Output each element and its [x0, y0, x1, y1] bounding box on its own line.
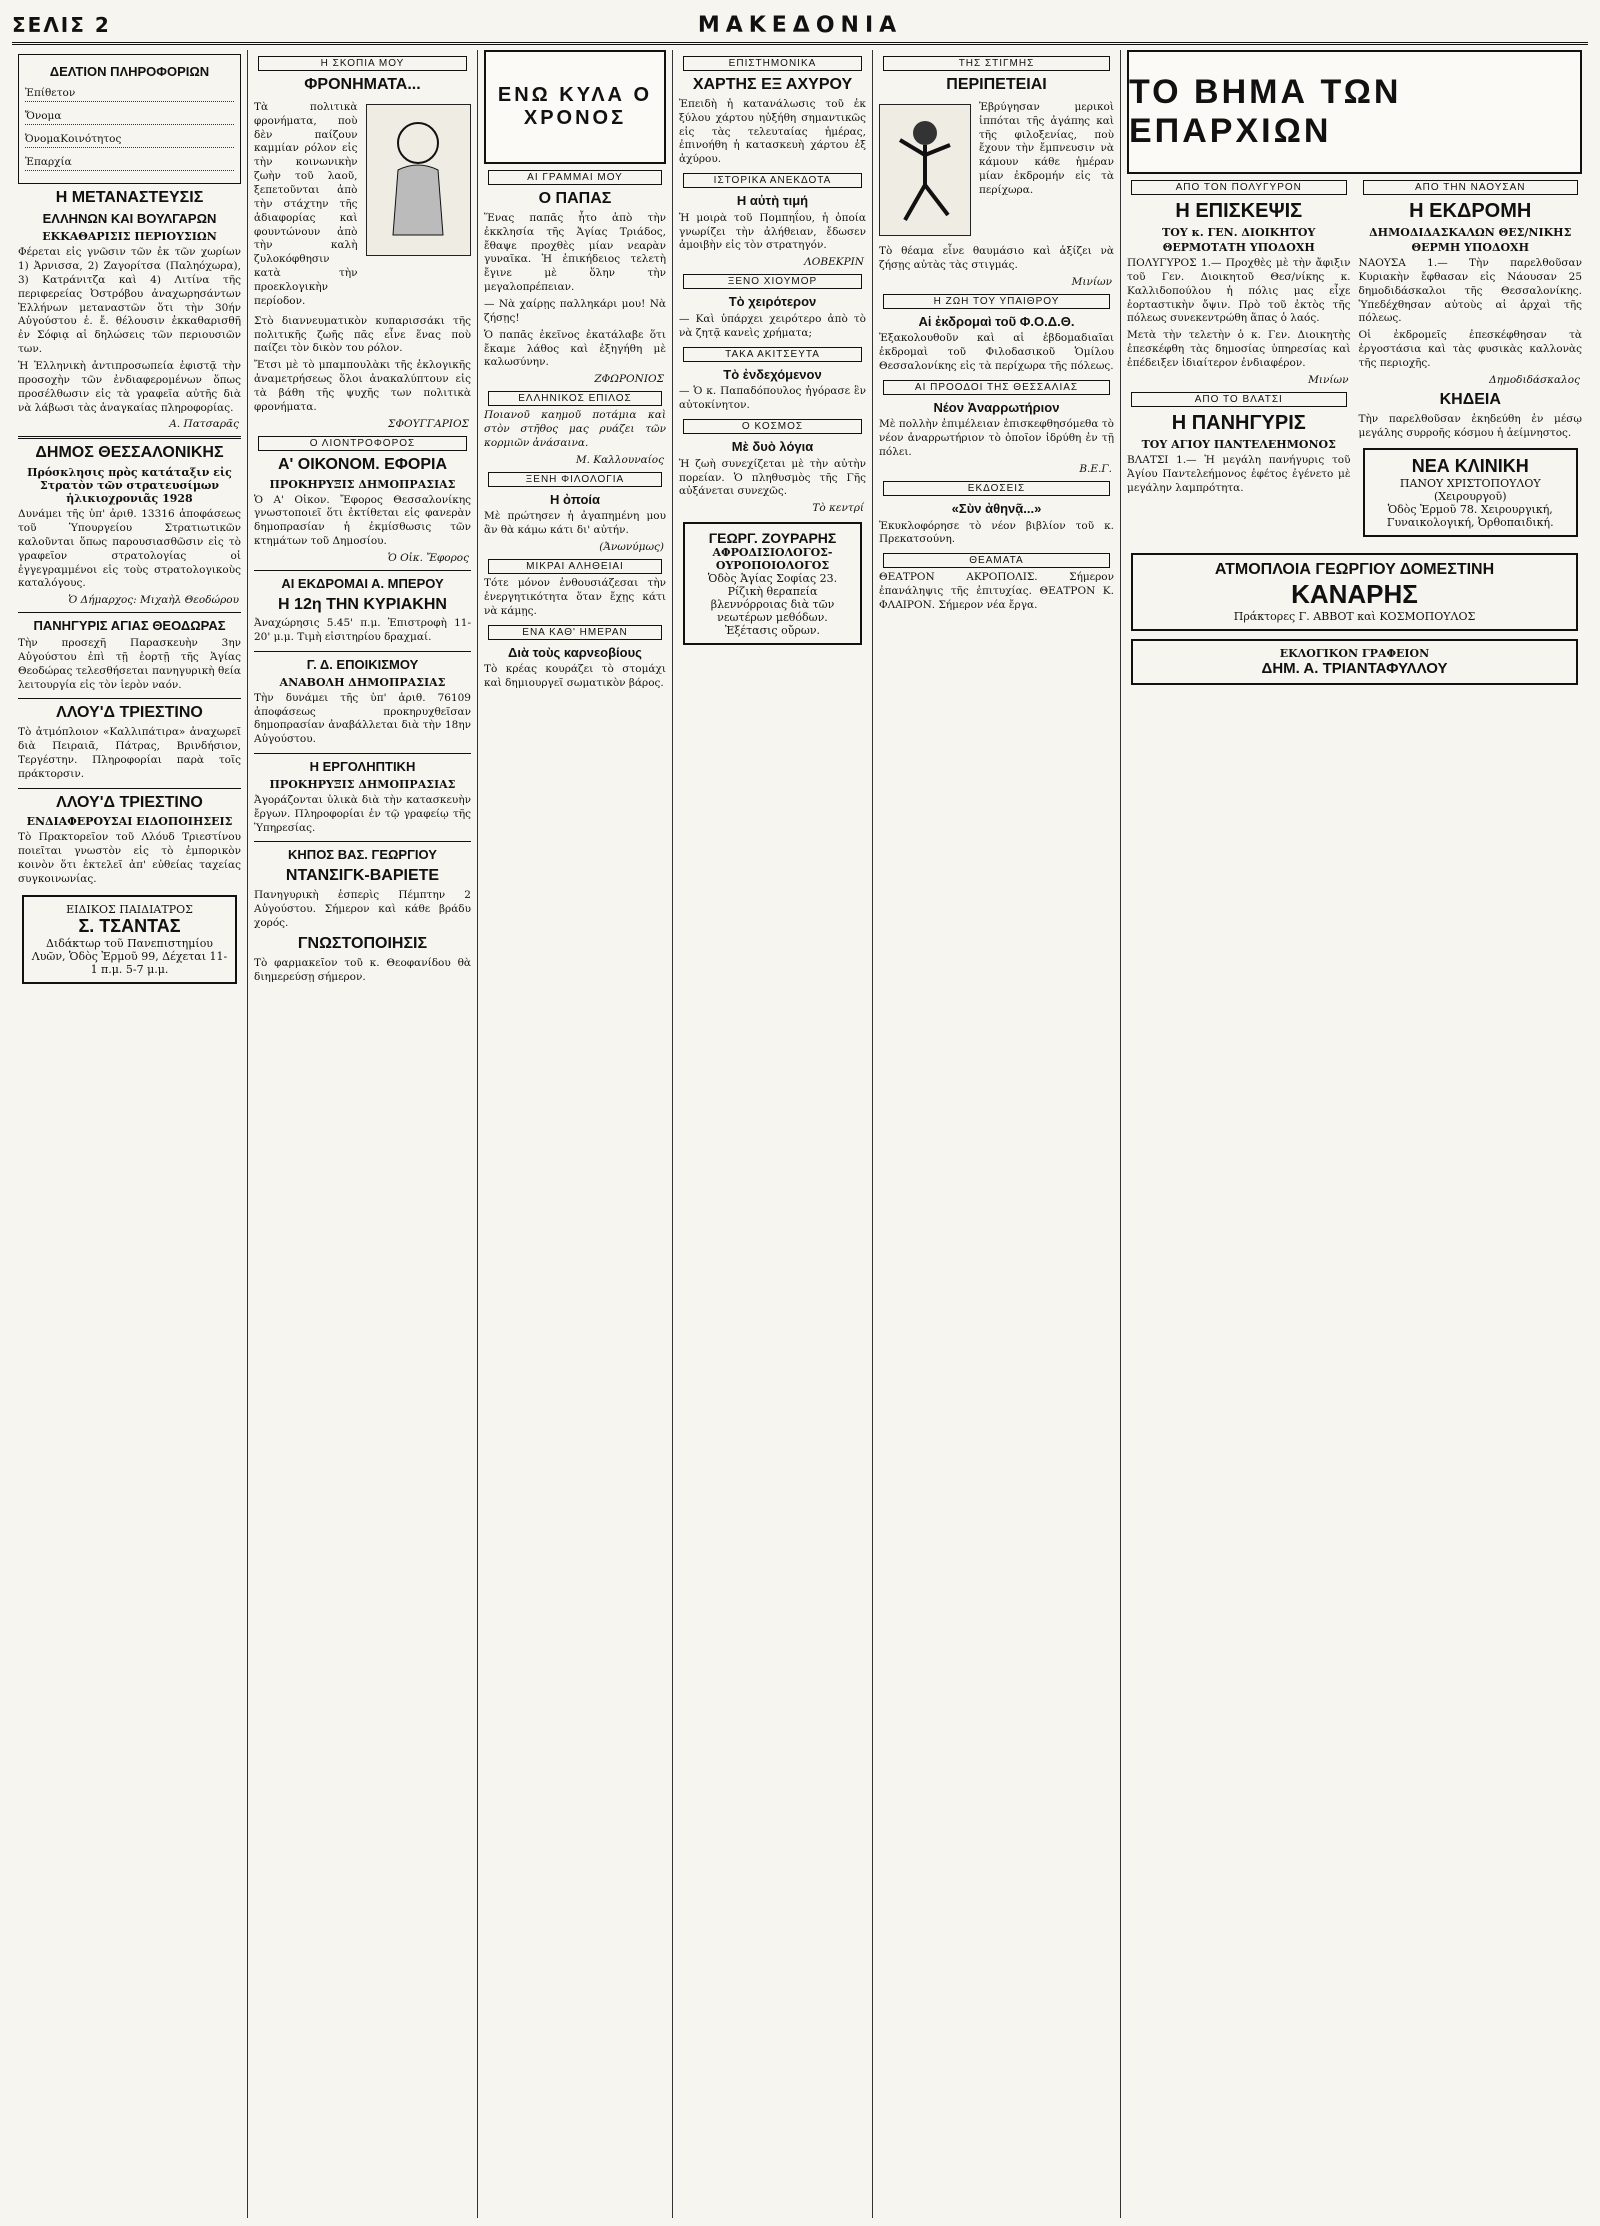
section-label: ΕΚΔΟΣΕΙΣ — [883, 481, 1110, 496]
article-headline: Διὰ τοὺς καρνεοβίους — [508, 644, 642, 660]
article-headline: Η ΕΡΓΟΛΗΠΤΙΚΗ — [309, 759, 416, 775]
section-label: ΑΙ ΠΡΟΟΔΟΙ ΤΗΣ ΘΕΣΣΑΛΙΑΣ — [883, 380, 1110, 395]
article-text: Ἀναχώρησις 5.45' π.μ. Ἐπιστροφὴ 11-20' μ.μ. Τιμὴ εἰσιτηρίου δραχμαί. — [254, 617, 471, 644]
article-text: ΠΟΛΥΓΥΡΟΣ 1.— Προχθὲς μὲ τὴν ἄφιξιν τοῦ Γεν. Διοικητοῦ Θεσ/νίκης κ. Καλλιδοπούλου ἡ πόλις μας εἶχε ἑορταστικὴν ὄψιν. Πρὸ τοῦ ἐκτὸς τῆς πόλεως συνεκεντρώθη ἅπας ὁ λαός. — [1127, 257, 1351, 325]
article-headline: Η ΕΠΙΣΚΕΨΙΣ — [1175, 200, 1303, 222]
section-title-text: ΕΝΩ ΚΥΛΑ Ο ΧΡΟΝΟΣ — [497, 84, 653, 129]
article-signature: ΖΦΩΡΟΝΙΟΣ — [594, 373, 664, 386]
article-headline: Η ΕΚΔΡΟΜΗ — [1409, 200, 1532, 222]
ad-name: ΔΗΜ. Α. ΤΡΙΑΝΤΑΦΥΛΛΟΥ — [1261, 660, 1448, 678]
article-headline: ΔΗΜΟΣ ΘΕΣΣΑΛΟΝΙΚΗΣ — [35, 444, 224, 462]
article-subheadline: ΕΚΚΑΘΑΡΙΣΙΣ ΠΕΡΙΟΥΣΙΩΝ — [42, 230, 217, 244]
section-label: ΘΕΑΜΑΤΑ — [883, 553, 1110, 568]
article-subheadline: ΤΟΥ κ. ΓΕΝ. ΔΙΟΙΚΗΤΟΥ — [1162, 226, 1316, 239]
section-label: ΑΙ ΓΡΑΜΜΑΙ ΜΟΥ — [488, 170, 662, 185]
article-headline: ΛΛΟΥ'Δ ΤΡΙΕΣΤΙΝΟ — [56, 704, 203, 722]
article-text: Πανηγυρικὴ ἑσπερὶς Πέμπτην 2 Αὐγούστου. Σήμερον καὶ κάθε βράδυ χορός. — [254, 888, 471, 929]
article-signature: Μ. Καλλουναίος — [575, 453, 664, 466]
advertisement — [22, 895, 237, 984]
divider — [254, 651, 471, 652]
article-signature: Μινίων — [1071, 275, 1112, 288]
ad-title: ΕΙΔΙΚΟΣ ΠΑΙΔΙΑΤΡΟΣ — [66, 902, 193, 916]
section-label: ΞΕΝΟ ΧΙΟΥΜΟΡ — [683, 274, 862, 289]
article-headline: ΚΗΔΕΙΑ — [1439, 390, 1501, 408]
article-headline: ΦΡΟΝΗΜΑΤΑ... — [304, 76, 421, 93]
article-text: Ἐπειδὴ ἡ κατανάλωσις τοῦ ἐκ ξύλου χάρτου ηὐξήθη σημαντικῶς εἰς τὰς τελευταίας ἡμέρας, ἐπινοήθη ἡ κατασκευὴ χάρτου ἐξ ἀχύρου. — [679, 97, 866, 166]
article-signature: ΛΟΒΕΚΡΙΝ — [804, 256, 864, 269]
ad-text: Ὁδὸς Ἐρμοῦ 78. Χειρουργική, Γυναικολογική, Ὀρθοπαιδική. — [1386, 503, 1554, 530]
article-text: Μετὰ τὴν τελετὴν ὁ κ. Γεν. Διοικητὴς ἐπεσκέφθη τὰς δημοσίας ὑπηρεσίας καὶ ἐπέδειξεν ἰδιαίτερον ἐνδιαφέρον. — [1127, 329, 1351, 370]
article-headline: ΧΑΡΤΗΣ ΕΞ ΑΧΥΡΟΥ — [692, 76, 853, 93]
article-signature: Ὁ Δήμαρχος: Μιχαὴλ Θεοδώρου — [68, 594, 239, 607]
article-text: Τὸ ἀτμόπλοιον «Καλλιπάτιρα» ἀναχωρεῖ διὰ Πειραιᾶ, Πάτρας, Βρινδήσιον, Τεργέστην. Πληροφορίαι παρὰ τοῖς πράκτορσιν. — [18, 726, 241, 780]
column-2 — [248, 50, 478, 2218]
ad-title: ΕΚΛΟΓΙΚΟΝ ΓΡΑΦΕΙΟΝ — [1279, 647, 1430, 661]
section-label: ΑΠΟ ΤΟ ΒΛΑΤΣΙ — [1131, 392, 1347, 407]
article-headline: ΛΛΟΥ'Δ ΤΡΙΕΣΤΙΝΟ — [56, 793, 203, 811]
article-headline: Η αὐτὴ τιμή — [736, 193, 809, 209]
article-text: Τὸ θέαμα εἶνε θαυμάσιο καὶ ἀξίζει νὰ ζήσῃς αὐτὰς τὰς στιγμάς. — [879, 244, 1114, 271]
cartoon-illustration — [366, 104, 472, 256]
article-headline: ΑΙ ΕΚΔΡΟΜΑΙ Α. ΜΠΕΡΟΥ — [281, 575, 444, 591]
article-text: Τὸ Πρακτορεῖον τοῦ Λλόυδ Τριεστίνου ποιεῖται γνωστὸν εἰς τὸ ἐμπορικὸν κοινὸν ὅτι ἐκτελεῖ ἀπ' εὐθείας ταχείας συγκοινωνίας. — [18, 831, 241, 886]
article-text: Τὴν προσεχῆ Παρασκευὴν 3ην Αὐγούστου ἐπὶ τῇ ἑορτῇ τῆς Ἁγίας Θεοδώρας τελεσθήσεται πανηγυρικὴ θεία λειτουργία εἰς τὸν ἱερὸν ναόν. — [18, 636, 241, 691]
column-4 — [673, 50, 873, 2218]
article-subheadline: ΠΡΟΚΗΡΥΞΙΣ ΔΗΜΟΠΡΑΣΙΑΣ — [269, 777, 456, 791]
section-label: ΤΑΚΑ ΑΚΙΤΣΕΥΤΑ — [683, 347, 862, 362]
coupon-title: ΔΕΛΤΙΟΝ ΠΛΗΡΟΦΟΡΙΩΝ — [49, 64, 210, 79]
article-signature: Δημοδιδάσκαλος — [1489, 373, 1580, 386]
article-text: Τὴν παρελθοῦσαν ἐκηδεύθη ἐν μέσῳ μεγάλης συρροῆς κόσμου ἡ ἀείμνηστος. — [1358, 412, 1582, 439]
coupon-field: Ὄνομα — [25, 110, 234, 125]
section-label: ΑΠΟ ΤΟΝ ΠΟΛΥΓΥΡΟΝ — [1131, 180, 1347, 195]
advertisement — [683, 522, 862, 645]
article-headline: ΓΝΩΣΤΟΠΟΙΗΣΙΣ — [297, 935, 428, 953]
cartoon-illustration — [879, 104, 971, 236]
divider — [254, 753, 471, 754]
article-subheadline: ΘΕΡΜΟΤΑΤΗ ΥΠΟΔΟΧΗ — [1162, 241, 1315, 254]
section-label: ΕΛΛΗΝΙΚΟΣ ΕΠΙΛΟΣ — [488, 391, 662, 406]
article-headline: Τὸ ἐνδεχόμενον — [723, 366, 822, 382]
section-label: ΑΠΟ ΤΗΝ ΝΑΟΥΣΑΝ — [1363, 180, 1579, 195]
section-label: ΜΙΚΡΑΙ ΑΛΗΘΕΙΑΙ — [488, 559, 662, 574]
article-text: ΘΕΑΤΡΟΝ ΑΚΡΟΠΟΛΙΣ. Σήμερον ἐπανάληψις τῆς ἐπιτυχίας. ΘΕΑΤΡΟΝ Κ. ΦΛΑΙΡΟΝ. Σήμερον νέα ἔργα. — [879, 571, 1114, 612]
article-headline: ΠΕΡΙΠΕΤΕΙΑΙ — [946, 76, 1047, 93]
article-text: Ἐβρύγησαν μερικοὶ ἱππόται τῆς ἀγάπης καὶ τῆς φιλοξενίας, ποὺ ἔχουν τὴν ἔμπνευσιν νὰ κάμουν κάθε ἡμέραν μίαν ἐκδρομήν εἰς τὰ περίχωρα. — [979, 100, 1114, 196]
article-headline: Αἱ ἐκδρομαὶ τοῦ Φ.Ο.Δ.Θ. — [918, 313, 1075, 329]
article-text: Τὸ φαρμακεῖον τοῦ κ. Θεοφανίδου θὰ διημερεύσῃ σήμερον. — [254, 957, 471, 984]
divider — [18, 436, 241, 439]
article-text: Ἡ Ἑλληνικὴ ἀντιπροσωπεία ἐφιστᾷ τὴν προσοχὴν τῶν ἐνδιαφερομένων ὅπως προσέλθωσιν εἰς τὰ γραφεῖα αὐτῆς διὰ νὰ λάβωσι τὰς ἀναγκαίας πληροφορίας. — [18, 359, 241, 414]
poem-text: Ποιανοῦ καημοῦ ποτάμια καὶ στὸν στῆθος μας ρυάζει τῶν κορμιῶν ἀνάσαινα. — [484, 409, 666, 449]
article-headline: Μὲ δυὸ λόγια — [731, 439, 814, 455]
masthead — [12, 8, 1588, 45]
article-signature: Β.Ε.Γ. — [1079, 462, 1112, 475]
article-text: Ὁ παπᾶς ἐκεῖνος ἐκατάλαβε ὅτι ἔκαμε λάθος καὶ ἐξηγήθη μὲ καλωσύνην. — [484, 328, 666, 369]
section-label: ΞΕΝΗ ΦΙΛΟΛΟΓΙΑ — [488, 472, 662, 487]
dancer-icon — [890, 115, 960, 225]
article-subheadline: Πρόσκλησις πρὸς κατάταξιν εἰς Στρατὸν τῶν στρατευσίμων ἡλικιοχρονιᾶς 1928 — [27, 466, 232, 506]
article-text: Ἐξακολουθοῦν καὶ αἱ ἐβδομαδιαῖαι ἐκδρομαὶ τοῦ Φιλοδασικοῦ Ὁμίλου Θεσσαλονίκης εἰς τὰ περίχωρα τῆς πόλεως. — [879, 332, 1114, 372]
article-text: Τὴν δυνάμει τῆς ὑπ' ἀριθ. 76109 ἀποφάσεως προκηρυχθεῖσαν δημοπρασίαν ἀναβάλλεται διὰ τὴν 18ην Αὐγούστου. — [254, 691, 471, 746]
article-text: Ἕνας παπᾶς ἦτο ἀπὸ τὴν ἐκκλησία τῆς Ἁγίας Τριάδος, ἔθαψε προχθὲς μίαν νεαρὰν γυναῖκα. Ἡ ἐπικήδειος τελετὴ ἔγινε μὲ ὅλην τὴν μεγαλοπρέπειαν. — [484, 211, 666, 294]
article-headline: «Σὺν ἀθηνᾷ...» — [951, 500, 1042, 516]
article-headline: ΠΑΝΗΓΥΡΙΣ ΑΓΙΑΣ ΘΕΟΔΩΡΑΣ — [33, 618, 226, 634]
article-headline: Γ. Δ. ΕΠΟΙΚΙΣΜΟΥ — [306, 657, 419, 673]
ad-text: Πράκτορες Γ. ΑΒΒΟΤ καὶ ΚΟΣΜΟΠΟΥΛΟΣ — [1233, 610, 1476, 624]
divider — [254, 841, 471, 842]
divider — [18, 698, 241, 699]
article-headline: Η ΜΕΤΑΝΑΣΤΕΥΣΙΣ — [55, 188, 204, 206]
article-signature: Μινίων — [1308, 373, 1349, 386]
article-headline: Νέον Ἀναρρωτήριον — [933, 399, 1060, 415]
figure-icon — [378, 115, 458, 245]
article-text: Τὰ πολιτικὰ φρονήματα, ποὺ δὲν παίζουν καμμίαν ρόλον εἰς τὴν κοινωνικὴν ζωὴν τοῦ λαοῦ, ξεπετοῦνται ἀπὸ τὴν στάχτην τῆς ἀδιαφορίας καὶ φουντώνουν ἀπὸ τὴν καλὴ ζυλοκόφθησιν κατὰ τὴν προεκλογικὴν περίοδον. — [254, 100, 358, 307]
ad-name: ΚΑΝΑΡΗΣ — [1291, 579, 1418, 610]
advertisement — [1131, 639, 1578, 685]
column-3 — [478, 50, 673, 2218]
divider — [254, 570, 471, 571]
page-number: ΣΕΛΙΣ 2 — [12, 13, 111, 37]
column-5 — [873, 50, 1121, 2218]
ad-text: Διδάκτωρ τοῦ Πανεπιστημίου Λυῶν, Ὁδὸς Ἐρμοῦ 99, Δέχεται 11-1 π.μ. 5-7 μ.μ. — [31, 936, 228, 976]
article-headline: Η ὀποία — [549, 491, 601, 507]
article-text: Ἡ μοιρὰ τοῦ Πομπηΐου, ἡ ὁποία γνωρίζει τὴν ἀλήθειαν, ἔδωσεν ἀμοιβὴν εἰς τὸν στρατηγόν. — [679, 211, 866, 252]
article-subheadline: ΔΗΜΟΔΙΔΑΣΚΑΛΩΝ ΘΕΣ/ΝΙΚΗΣ — [1369, 226, 1572, 239]
ad-subtitle: ΑΦΡΟΔΙΣΙΟΛΟΓΟΣ-ΟΥΡΟΠΟΙΟΛΟΓΟΣ — [712, 546, 833, 573]
section-title-art — [484, 50, 666, 164]
article-subheadline: ΕΛΛΗΝΩΝ ΚΑΙ ΒΟΥΛΓΑΡΩΝ — [42, 211, 217, 227]
column-6 — [1121, 50, 1588, 2218]
article-signature: Α. Πατσαρᾶς — [169, 418, 239, 431]
article-headline: Η ΠΑΝΗΓΥΡΙΣ — [1171, 411, 1306, 434]
ad-title: ΑΤΜΟΠΛΟΙΑ ΓΕΩΡΓΙΟΥ ΔΟΜΕΣΤΙΝΗ — [1214, 561, 1495, 579]
ad-title: ΓΕΩΡΓ. ΖΟΥΡΑΡΗΣ — [708, 530, 837, 547]
article-signature: Ὁ Οἰκ. Ἔφορος — [387, 551, 469, 564]
newspaper-name: ΜΑΚΕΔΟΝΙΑ — [697, 12, 903, 38]
section-label: Ο ΚΟΣΜΟΣ — [683, 419, 862, 434]
article-signature: (Ἀνωνύμως) — [599, 541, 664, 554]
section-label: Η ΖΩΗ ΤΟΥ ΥΠΑΙΘΡΟΥ — [883, 294, 1110, 309]
section-title-art — [1127, 50, 1582, 174]
article-headline: ΚΗΠΟΣ ΒΑΣ. ΓΕΩΡΓΙΟΥ — [288, 847, 437, 863]
article-text: ΒΛΑΤΣΙ 1.— Ἡ μεγάλη πανήγυρις τοῦ Ἁγίου Παντελεήμονος ἐφέτος ἐγένετο μὲ μεγάλην λαμπρότητα. — [1127, 453, 1351, 494]
article-text: ΝΑΟΥΣΑ 1.— Τὴν παρελθοῦσαν Κυριακὴν ἔφθασαν εἰς Νάουσαν 25 δημοδιδάσκαλοι τῆς Θεσσαλονίκης. Ὑπεδέχθησαν αὐτοὺς αἱ ἀρχαὶ τῆς πόλεως. — [1358, 257, 1582, 325]
article-subheadline: ΑΝΑΒΟΛΗ ΔΗΜΟΠΡΑΣΙΑΣ — [279, 675, 446, 689]
info-coupon — [18, 54, 241, 184]
article-text: Φέρεται εἰς γνῶσιν τῶν ἐκ τῶν χωρίων 1) Ἀρνισσα, 2) Ζαγορίτσα (Παληόχωρα), 3) Κατράνιτζα καὶ 4) Λιτίνα τῆς περιφερείας Ὀστρόβου ἀναχωρησάντων Ἑλλήνων μεταναστῶν ὅτι τὴν 30ήν Αὐγούστου ἐ. ἔ. θέλουσιν ἐκκαθαρισθῆ ἐν Σόφιᾳ αἱ δηλώσεις τῶν περιουσιῶν των. — [18, 246, 241, 356]
ad-title: ΝΕΑ ΚΛΙΝΙΚΗ — [1411, 456, 1529, 477]
article-text: Ἡ ζωὴ συνεχίζεται μὲ τὴν αὐτὴν πορείαν. Ὁ πληθυσμὸς τῆς Γῆς αὐξάνεται συνεχῶς. — [679, 457, 866, 498]
article-subheadline: ΝΤΑΝΣΙΓΚ-ΒΑΡΙΕΤΕ — [285, 867, 440, 885]
article-text: Ἀγοράζονται ὑλικὰ διὰ τὴν κατασκευὴν ἔργων. Πληροφορίαι ἐν τῷ γραφείῳ τῆς Ὑπηρεσίας. — [254, 793, 471, 834]
section-title-text: ΤΟ ΒΗΜΑ ΤΩΝ ΕΠΑΡΧΙΩΝ — [1129, 73, 1402, 150]
ad-text: Ὁδὸς Ἁγίας Σοφίας 23. Ρίζικὴ θεραπεία βλεννόρροιας διὰ τῶν νεωτέρων μεθόδων. Ἐξέτασις οὔρων. — [707, 572, 838, 638]
article-text: — Ὁ κ. Παπαδόπουλος ἠγόρασε ἓν αὐτοκίνητον. — [679, 385, 866, 412]
article-text: Τὸ κρέας κουράζει τὸ στομάχι καὶ δημιουργεῖ σωματικὸν βάρος. — [484, 663, 666, 690]
article-text: Οἱ ἐκδρομεῖς ἐπεσκέφθησαν τὰ ἐργοστάσια καὶ τὰς φυσικὰς καλλονὰς τῆς περιοχῆς. — [1358, 329, 1582, 370]
article-text: — Νὰ χαίρῃς παλληκάρι μου! Νὰ ζήσῃς! — [484, 297, 666, 324]
article-subheadline: ΤΟΥ ΑΓΙΟΥ ΠΑΝΤΕΛΕΗΜΟΝΟΣ — [1141, 437, 1336, 451]
article-with-illustration — [879, 98, 1114, 242]
article-headline: Τὸ χειρότερον — [728, 294, 817, 310]
article-text: Ἔτσι μὲ τὸ μπαμπουλὰκι τῆς ἐκλογικῆς ἀναμετρήσεως ὅλοι ἀνακαλύπτουν εἰς τὰ βάθη τῆς ψυχῆς των πολιτικὰ φρονήματα. — [254, 359, 471, 413]
ad-subtitle: ΠΑΝΟΥ ΧΡΙΣΤΟΠΟΥΛΟΥ (Χειρουργοῦ) — [1399, 477, 1541, 504]
divider — [18, 788, 241, 789]
article-signature: Τὸ κεντρί — [812, 502, 864, 515]
article-headline: Α' ΟΙΚΟΝΟΜ. ΕΦΟΡΙΑ — [277, 455, 448, 473]
article-signature: ΣΦΟΥΓΓΑΡΙΟΣ — [388, 417, 469, 430]
article-text: Δυνάμει τῆς ὑπ' ἀριθ. 13316 ἀποφάσεως τοῦ Ὑπουργείου Στρατιωτικῶν καλοῦνται ὅπως παρουσιασθῶσιν εἰς τὸ γραφεῖον στρατολογίας οἱ ἐγγεγραμμένοι εἰς τοὺς στρατολογικοὺς καταλόγους. — [18, 508, 241, 590]
advertisement — [1131, 553, 1578, 631]
article-text: — Καὶ ὑπάρχει χειρότερο ἀπὸ τὸ νὰ ζητᾷ κανεὶς χρήματα; — [679, 312, 866, 339]
article-subheadline: ΘΕΡΜΗ ΥΠΟΔΟΧΗ — [1411, 241, 1529, 254]
advertisement — [1363, 448, 1579, 537]
column-1 — [12, 50, 248, 2218]
article-text: Στὸ διαννευματικὸν κυπαρισσάκι τῆς πολιτικῆς ζωῆς πᾶς εἶνε ἕνας ποὺ παίζει τὸν δικὸν του ρόλον. — [254, 314, 471, 355]
article-subheadline: Η 12η ΤΗΝ ΚΥΡΙΑΚΗΝ — [278, 595, 447, 613]
article-text: Μὲ πολλὴν ἐπιμέλειαν ἐπισκεφθησόμεθα τὸ νέον ἀναρρωτήριον τὸ ὁποῖον ἱδρύθη ἐν τῇ πόλει. — [879, 418, 1114, 459]
article-text: Τότε μόνον ἐνθουσιάζεσαι τὴν ἐνεργητικότητα ὅταν ἔχῃς κάτι νὰ κάμῃς. — [484, 577, 666, 617]
coupon-field: ὈνομαΚοινότητος — [25, 133, 234, 148]
article-headline: Ο ΠΑΠΑΣ — [538, 190, 612, 207]
section-label: ΤΗΣ ΣΤΙΓΜΗΣ — [883, 56, 1110, 71]
ad-name: Σ. ΤΣΑΝΤΑΣ — [78, 915, 181, 936]
coupon-field: Ἐπίθετον — [25, 87, 234, 102]
article-subheadline: ΠΡΟΚΗΡΥΞΙΣ ΔΗΜΟΠΡΑΣΙΑΣ — [269, 477, 456, 491]
article-subheadline: ΕΝΔΙΑΦΕΡΟΥΣΑΙ ΕΙΔΟΠΟΙΗΣΕΙΣ — [26, 815, 233, 829]
section-label: Ο ΛΙΟΝΤΡΟΦΟΡΟΣ — [258, 436, 467, 451]
section-label: Η ΣΚΟΠΙΑ ΜΟΥ — [258, 56, 467, 71]
article-text: Ἐκυκλοφόρησε τὸ νέον βιβλίον τοῦ κ. Πρεκατσούνη. — [879, 519, 1114, 546]
article-text: Ὁ Α' Οἰκον. Ἔφορος Θεσσαλονίκης γνωστοποιεῖ ὅτι ἐκτίθεται εἰς φανερὰν δημοπρασίαν ἡ ἐκμίσθωσις τῶν κτημάτων τοῦ Δημοσίου. — [254, 493, 471, 548]
section-label: ΕΝΑ ΚΑΘ' ΗΜΕΡΑΝ — [488, 625, 662, 640]
article-text: Μὲ πρώτησεν ἡ ἀγαπημένη μου ἂν θὰ κάμω κάτι δι' αὐτήν. — [484, 510, 666, 537]
section-label: ΙΣΤΟΡΙΚΑ ΑΝΕΚΔΟΤΑ — [683, 173, 862, 188]
coupon-field: Ἐπαρχία — [25, 156, 234, 171]
divider — [18, 612, 241, 613]
two-column-articles — [1127, 174, 1582, 545]
section-label: ΕΠΙΣΤΗΜΟΝΙΚΑ — [683, 56, 862, 71]
article-with-illustration — [254, 98, 471, 312]
